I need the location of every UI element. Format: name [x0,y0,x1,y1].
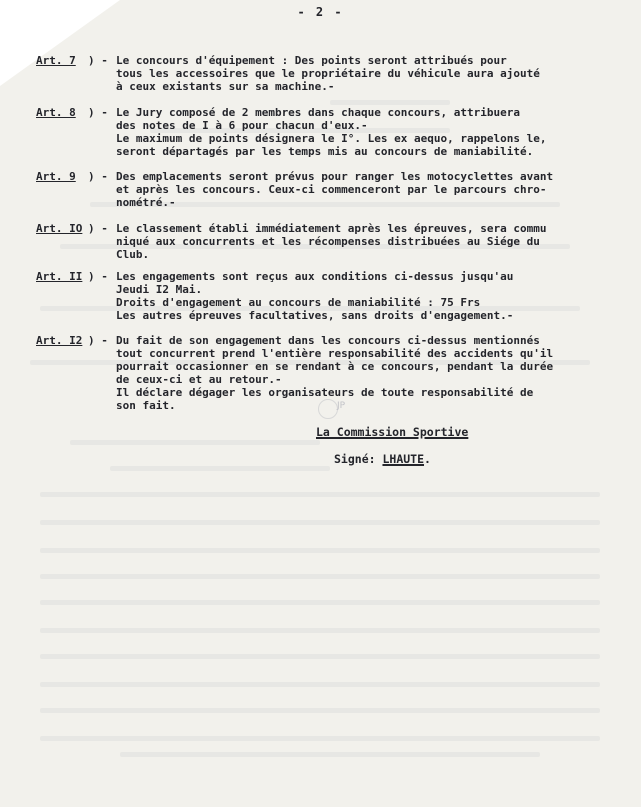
signed-prefix: Signé: [334,452,383,466]
bleed-through-line [40,574,600,579]
bleed-through-line [40,708,600,713]
text-line: Les engagements sont reçus aux conditions ci-dessus jusqu'au [116,270,514,283]
signed-line [334,453,468,466]
article-separator: ) - [88,334,108,347]
article-body [116,334,636,412]
article-body [116,54,636,93]
text-line: Le Jury composé de 2 membres dans chaque concours, attribuera [116,106,520,119]
article-label: Art. 9 [36,170,76,183]
article-label: Art. 8 [36,106,76,119]
bleed-through-line [120,752,540,757]
bleed-through-line [40,600,600,605]
bleed-through-line [40,736,600,741]
signed-suffix: . [424,452,431,466]
signature-block [316,426,468,466]
bleed-through-line [70,440,320,445]
text-line: tout concurrent prend l'entière responsabilité des accidents qu'il [116,347,554,360]
text-line: Des emplacements seront prévus pour ranger les motocyclettes avant [116,170,554,183]
text-line: à ceux existants sur sa machine.- [116,80,335,93]
text-line: Les autres épreuves facultatives, sans droits d'engagement.- [116,309,514,322]
text-line: nométré.- [116,196,176,209]
article-separator: ) - [88,270,108,283]
text-line: Droits d'engagement au concours de maniabilité : 75 Frs [116,296,481,309]
bleed-through-line [40,654,600,659]
page-number: - 2 - [297,5,344,19]
article-separator: ) - [88,106,108,119]
article-body [116,222,636,261]
bleed-through-line [40,548,600,553]
article-body [116,170,636,209]
text-line: de ceux-ci et au retour.- [116,373,282,386]
article-label: Art. 7 [36,54,76,67]
text-line: son fait. [116,399,176,412]
article-body [116,106,636,158]
bleed-through-line [40,628,600,633]
article-separator: ) - [88,222,108,235]
text-line: Le maximum de points désignera le I°. Les ex aequo, rappelons le, [116,132,547,145]
bleed-through-line [40,492,600,497]
bleed-through-line [110,466,330,471]
text-line: Le concours d'équipement : Des points seront attribués pour [116,54,507,67]
bleed-through-line [40,682,600,687]
article-separator: ) - [88,170,108,183]
text-line: Jeudi I2 Mai. [116,283,203,296]
text-line: Club. [116,248,150,261]
text-line: des notes de I à 6 pour chacun d'eux.- [116,119,368,132]
article-body [116,270,636,322]
bleed-through-line [40,520,600,525]
article-label: Art. II [36,270,83,283]
article-separator: ) - [88,54,108,67]
commission-title: La Commission Sportive [316,425,469,439]
bleed-through-line [330,100,450,105]
signatory-name: LHAUTE [382,452,425,466]
watermark-stamp-icon [318,399,338,419]
text-line: tous les accessoires que le propriétaire du véhicule aura ajouté [116,67,540,80]
article-label: Art. IO [36,222,83,235]
text-line: pourrait occasionner en se rendant à ce concours, pendant la durée [116,360,554,373]
article-label: Art. I2 [36,334,83,347]
text-line: Du fait de son engagement dans les concours ci-dessus mentionnés [116,334,540,347]
text-line: niqué aux concurrents et les récompenses distribuées au Siége du [116,235,540,248]
text-line: seront départagés par les temps mis au concours de maniabilité. [116,145,534,158]
text-line: et après les concours. Ceux-ci commenceront par le parcours chro- [116,183,547,196]
text-line: Le classement établi immédiatement après les épreuves, sera commu [116,222,547,235]
text-line: Il déclare dégager les organisateurs de toute responsabilité de [116,386,534,399]
watermark-stamp-text: JP [337,401,346,411]
